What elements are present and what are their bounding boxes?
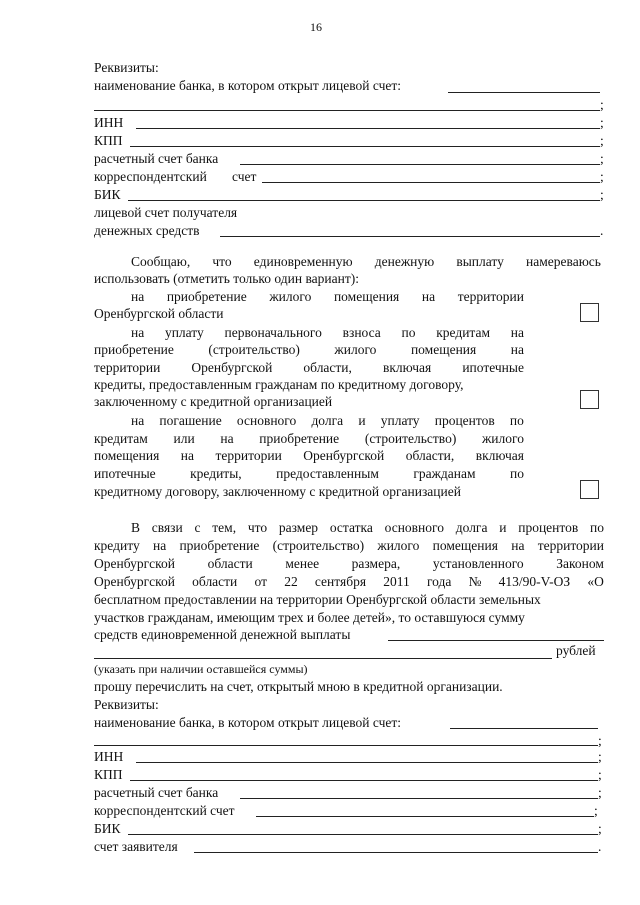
word: что [247, 520, 268, 535]
personal-account-label: лицевой счет получателя [94, 205, 238, 220]
word: взноса [342, 325, 381, 340]
word: намереваюсь [526, 254, 601, 269]
word: жилого [269, 289, 312, 304]
option-3-line-3 [94, 448, 524, 463]
word: денежную [374, 254, 435, 269]
semicolon: ; [598, 821, 602, 836]
bank-name-field-b2-2[interactable] [94, 745, 598, 746]
semicolon: ; [598, 749, 602, 764]
bik-label: БИК [94, 187, 121, 202]
word: ипотечные [462, 360, 524, 375]
corr-account-label: корреспондентский [94, 169, 207, 184]
word: сентября [314, 574, 367, 589]
semicolon: ; [598, 733, 602, 748]
rubles-label: рублей [556, 643, 596, 658]
word: № [468, 574, 482, 589]
word: включая [475, 448, 524, 463]
option-2-checkbox[interactable] [580, 390, 599, 409]
remaining-amount-field-2[interactable] [94, 658, 552, 659]
word: тем, [212, 520, 237, 535]
word: 22 [284, 574, 298, 589]
word: и [358, 413, 366, 428]
word: кредиту [94, 538, 140, 553]
word: уплату [164, 325, 204, 340]
word: на [220, 431, 234, 446]
remaining-amount-field[interactable] [388, 640, 604, 641]
word: основного [236, 413, 297, 428]
word: помещения [94, 448, 160, 463]
word: и [499, 520, 507, 535]
option-3-line-2 [94, 431, 524, 446]
word: единовременную [253, 254, 353, 269]
requisites-title: Реквизиты: [94, 60, 159, 75]
option-3-line-4 [94, 466, 524, 481]
word: остатка [329, 520, 373, 535]
word: кредиты, [190, 466, 242, 481]
word: территории [457, 289, 524, 304]
amount-note: (указать при наличии оставшейся суммы) [94, 662, 308, 676]
word: Оренбургской [94, 574, 175, 589]
word: на [131, 413, 145, 428]
corr-account-label-2: счет [232, 169, 257, 184]
word: (строительство) [364, 431, 457, 446]
kpp-label-2: КПП [94, 767, 123, 782]
word: выплату [456, 254, 504, 269]
semicolon: ; [600, 133, 604, 148]
page-number: 16 [310, 20, 322, 34]
option-2-line-5: заключенному с кредитной организацией [94, 394, 333, 409]
word: по [590, 520, 604, 535]
personal-account-field[interactable] [220, 236, 600, 237]
option-2-line-4: кредиты, предоставленным гражданам по кредитному договору, [94, 377, 464, 392]
word: по [401, 325, 416, 340]
transfer-request: прошу перечислить на счет, открытый мною в кредитной организации. [94, 679, 503, 694]
word: Оренбургской [94, 556, 175, 571]
option-3-checkbox[interactable] [580, 480, 599, 499]
option-1-line-2: Оренбургской области [94, 306, 224, 321]
para-line-3 [94, 556, 604, 571]
word: на [421, 289, 436, 304]
word: процентов [434, 413, 495, 428]
option-3-line-5: кредитному договору, заключенному с кредитной организацией [94, 484, 461, 499]
inn-label: ИНН [94, 115, 124, 130]
word: области, [303, 360, 352, 375]
word: процентов [518, 520, 579, 535]
word: первоначального [224, 325, 322, 340]
bik-label-2: БИК [94, 821, 121, 836]
word: «О [587, 574, 604, 589]
word: на [180, 448, 195, 463]
bank-name-label-2: наименование банка, в котором открыт лицевой счет: [94, 715, 402, 730]
word: связи [151, 520, 183, 535]
word: на [510, 325, 524, 340]
para-line-1 [131, 520, 604, 535]
word: на [510, 342, 524, 357]
corr-account-field-2[interactable] [256, 816, 594, 817]
requisites-title-2: Реквизиты: [94, 697, 159, 712]
word: Сообщаю, [131, 254, 191, 269]
settlement-account-field[interactable] [240, 164, 600, 165]
inn-field-2[interactable] [136, 762, 598, 763]
corr-account-label-2: корреспондентский счет [94, 803, 235, 818]
word: размера, [351, 556, 401, 571]
word: жилого [377, 538, 420, 553]
bank-name-label: наименование банка, в котором открыт лицевой счет: [94, 78, 402, 93]
word: менее [285, 556, 320, 571]
word: области [207, 556, 253, 571]
semicolon: ; [600, 97, 604, 112]
word: кредитам [94, 431, 148, 446]
option-1-line-1 [131, 289, 524, 304]
word: на [131, 289, 145, 304]
word: по [509, 413, 524, 428]
word: (строительство) [272, 538, 365, 553]
word: погашение [159, 413, 222, 428]
option-2-line-2 [94, 342, 524, 357]
word: размер [278, 520, 319, 535]
word: приобретение [94, 342, 174, 357]
para-line-4 [94, 574, 604, 589]
semicolon: ; [598, 767, 602, 782]
semicolon: ; [600, 151, 604, 166]
word: по [509, 466, 524, 481]
word: 2011 [383, 574, 410, 589]
word: жилого [481, 431, 524, 446]
word: помещения [410, 342, 477, 357]
settlement-account-field-2[interactable] [240, 798, 598, 799]
word: помещения [432, 538, 498, 553]
bik-field-2[interactable] [128, 834, 598, 835]
para-line-7: средств единовременной денежной выплаты [94, 627, 351, 642]
word: включая [383, 360, 432, 375]
word: основного [384, 520, 444, 535]
applicant-account-label: счет заявителя [94, 839, 178, 854]
option-3-line-1 [131, 413, 524, 428]
semicolon: ; [598, 785, 602, 800]
word: приобретение [166, 289, 247, 304]
applicant-account-field[interactable] [194, 852, 598, 853]
word: гражданам [413, 466, 476, 481]
word: уплату [380, 413, 420, 428]
word: Оренбургской [303, 448, 385, 463]
period: . [598, 839, 602, 854]
corr-account-field[interactable] [262, 182, 600, 183]
personal-account-label-2: денежных средств [94, 223, 200, 238]
word: кредитам [436, 325, 491, 340]
word: или [173, 431, 195, 446]
settlement-account-label: расчетный счет банка [94, 151, 219, 166]
word: области, [405, 448, 455, 463]
word: территории [537, 538, 604, 553]
intro-line-2: использовать (отметить только один вариант): [94, 271, 360, 286]
word: года [426, 574, 452, 589]
kpp-field-2[interactable] [130, 780, 598, 781]
word: Оренбургской [191, 360, 273, 375]
bik-field[interactable] [128, 200, 600, 201]
word: помещения [333, 289, 400, 304]
bank-name-field-b2[interactable] [450, 728, 598, 729]
inn-field[interactable] [136, 128, 600, 129]
settlement-account-label-2: расчетный счет банка [94, 785, 219, 800]
bank-name-field[interactable] [448, 92, 600, 93]
inn-label-2: ИНН [94, 749, 124, 764]
word: от [254, 574, 267, 589]
word: приобретение [259, 431, 340, 446]
word: В [131, 520, 141, 535]
word: предоставленным [276, 466, 379, 481]
semicolon: ; [600, 187, 604, 202]
kpp-label: КПП [94, 133, 123, 148]
word: долга [455, 520, 488, 535]
period: . [600, 223, 604, 238]
word: Законом [556, 556, 604, 571]
semicolon: ; [594, 803, 598, 818]
word: на [131, 325, 145, 340]
word: территории [94, 360, 161, 375]
semicolon: ; [600, 115, 604, 130]
kpp-field[interactable] [130, 146, 600, 147]
word: ипотечные [94, 466, 156, 481]
word: территории [215, 448, 282, 463]
intro-line-1 [131, 254, 601, 269]
word: жилого [334, 342, 377, 357]
word: приобретение [179, 538, 260, 553]
word: что [212, 254, 232, 269]
word: с [194, 520, 201, 535]
para-line-2 [94, 538, 604, 553]
para-line-6: участков гражданам, имеющим трех и более детей», то оставшуюся сумму [94, 610, 525, 625]
word: на [511, 538, 525, 553]
word: установленного [432, 556, 524, 571]
option-2-line-1 [131, 325, 524, 340]
word: (строительство) [208, 342, 300, 357]
word: области [192, 574, 238, 589]
semicolon: ; [600, 169, 604, 184]
option-2-line-3 [94, 360, 524, 375]
word: 413/90-V-ОЗ [498, 574, 571, 589]
word: долга [311, 413, 344, 428]
option-1-checkbox[interactable] [580, 303, 599, 322]
bank-name-field-2[interactable] [94, 110, 600, 111]
para-line-5: бесплатном предоставлении на территории Оренбургской области земельных [94, 592, 541, 607]
word: на [152, 538, 167, 553]
